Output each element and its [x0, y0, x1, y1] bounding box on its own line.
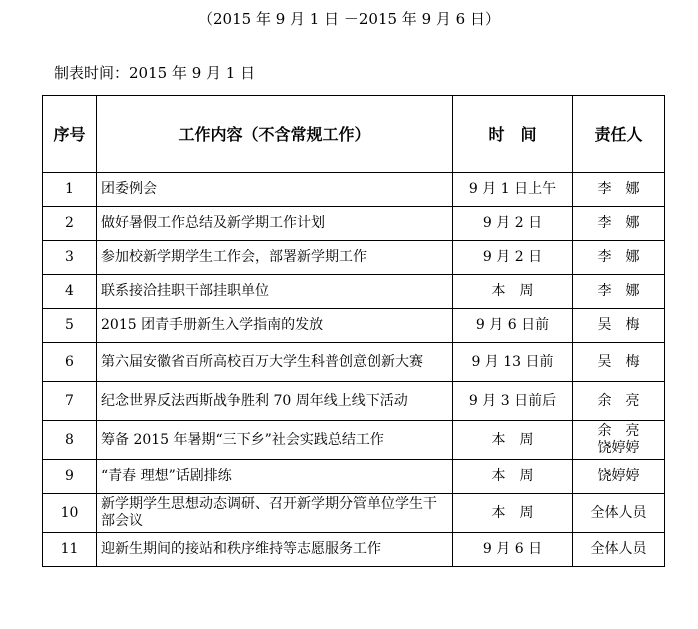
table-row [43, 421, 665, 460]
row-time: 9 月 6 日前 [453, 309, 573, 343]
owner-name: 吴 梅 [597, 317, 640, 333]
owner-name: 吴 梅 [597, 353, 640, 370]
row-owner [573, 241, 665, 275]
row-number: 2 [43, 207, 97, 241]
row-number: 1 [43, 173, 97, 207]
row-owner [573, 460, 665, 494]
work-schedule-table [42, 95, 665, 567]
column-header-content: 工作内容（不含常规工作） [97, 96, 453, 173]
row-content: 团委例会 [97, 173, 453, 207]
row-owner [573, 421, 665, 460]
row-content: 第六届安徽省百所高校百万大学生科普创意创新大赛 [97, 343, 453, 382]
row-owner [573, 382, 665, 421]
row-number: 10 [43, 494, 97, 533]
owner-name: 李 娜 [597, 283, 640, 299]
table-row [43, 309, 665, 343]
row-owner [573, 343, 665, 382]
row-number: 6 [43, 343, 97, 382]
owner-name: 饶婷婷 [597, 468, 640, 484]
owner-name: 李 娜 [597, 181, 640, 197]
row-content: 迎新生期间的接站和秩序维持等志愿服务工作 [97, 533, 453, 567]
row-time: 9 月 1 日上午 [453, 173, 573, 207]
row-number: 3 [43, 241, 97, 275]
row-time: 本 周 [453, 460, 573, 494]
table-row [43, 275, 665, 309]
row-owner [573, 494, 665, 533]
column-header-time: 时 间 [453, 96, 573, 173]
row-content: 纪念世界反法西斯战争胜利 70 周年线上线下活动 [97, 382, 453, 421]
row-content: 2015 团青手册新生入学指南的发放 [97, 309, 453, 343]
table-row [43, 241, 665, 275]
row-owner [573, 275, 665, 309]
table-row [43, 533, 665, 567]
table-row [43, 173, 665, 207]
owner-name: 李 娜 [597, 215, 640, 231]
row-time: 9 月 3 日前后 [453, 382, 573, 421]
row-number: 5 [43, 309, 97, 343]
report-period: （2015 年 9 月 1 日 －2015 年 9 月 6 日） [198, 10, 500, 28]
owner-name: 余 亮 [597, 423, 640, 439]
row-time: 9 月 6 日 [453, 533, 573, 567]
table-row [43, 207, 665, 241]
owner-name: 全体人员 [590, 541, 647, 557]
row-number: 7 [43, 382, 97, 421]
row-time: 本 周 [453, 494, 573, 533]
table-row [43, 460, 665, 494]
row-time: 本 周 [453, 275, 573, 309]
row-number: 4 [43, 275, 97, 309]
row-owner [573, 173, 665, 207]
owner-name: 饶婷婷 [597, 440, 640, 456]
row-content: 新学期学生思想动态调研、召开新学期分管单位学生干部会议 [97, 494, 453, 533]
row-time: 9 月 13 日前 [453, 343, 573, 382]
made-time: 制表时间：2015 年 9 月 1 日 [54, 64, 256, 82]
table-row [43, 494, 665, 533]
column-header-no: 序号 [43, 96, 97, 173]
table-header-row [43, 96, 665, 173]
owner-name: 全体人员 [590, 504, 647, 521]
owner-name: 余 亮 [597, 392, 640, 409]
row-content: “青春 理想”话剧排练 [97, 460, 453, 494]
row-number: 9 [43, 460, 97, 494]
row-time: 本 周 [453, 421, 573, 460]
row-content: 筹备 2015 年暑期“三下乡”社会实践总结工作 [97, 421, 453, 460]
row-owner [573, 533, 665, 567]
row-owner [573, 309, 665, 343]
row-number: 11 [43, 533, 97, 567]
row-owner [573, 207, 665, 241]
row-time: 9 月 2 日 [453, 241, 573, 275]
table-row [43, 382, 665, 421]
row-content: 联系接洽挂职干部挂职单位 [97, 275, 453, 309]
column-header-owner: 责任人 [573, 96, 665, 173]
owner-name: 李 娜 [597, 249, 640, 265]
row-time: 9 月 2 日 [453, 207, 573, 241]
row-content: 做好暑假工作总结及新学期工作计划 [97, 207, 453, 241]
row-number: 8 [43, 421, 97, 460]
table-row [43, 343, 665, 382]
row-content: 参加校新学期学生工作会，部署新学期工作 [97, 241, 453, 275]
